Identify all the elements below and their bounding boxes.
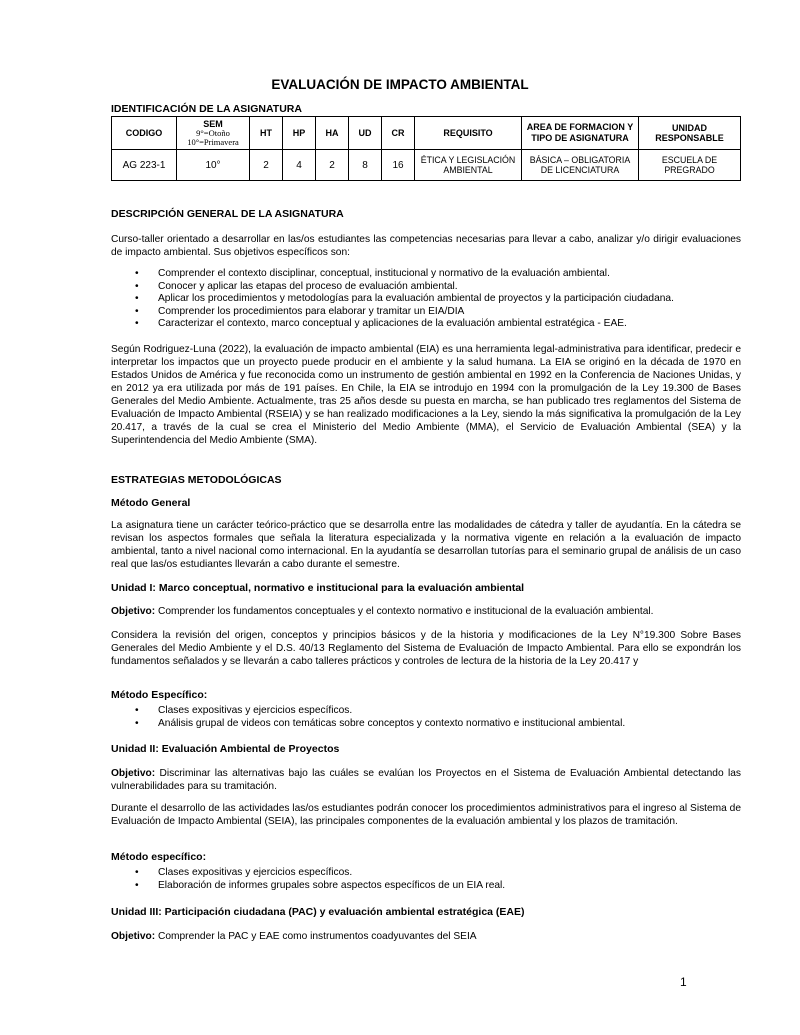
- unidad2-heading: Unidad II: Evaluación Ambiental de Proyectos: [111, 743, 340, 755]
- header-codigo: CODIGO: [112, 117, 177, 150]
- unidad2-metodo-heading: Método específico:: [111, 851, 207, 863]
- header-sem-sub1: 9°=Otoño: [196, 128, 230, 138]
- cell-sem: 10°: [177, 150, 250, 181]
- list-item: • Clases expositivas y ejercicios específicos.: [111, 705, 741, 718]
- metodo-general-heading: Método General: [111, 497, 191, 509]
- unidad2-metodo-list: [111, 867, 741, 892]
- list-item: • Comprender el contexto disciplinar, conceptual, institucional y normativo de la evaluación ambiental.: [111, 268, 741, 281]
- unidad2-objetivo-label: Objetivo:: [111, 768, 156, 779]
- list-item: • Comprender los procedimientos para elaborar y tramitar un EIA/DIA: [111, 306, 741, 319]
- unidad1-metodo-heading: Método Específico:: [111, 689, 208, 701]
- unidad3-objetivo-text: Comprender la PAC y EAE como instrumentos coadyuvantes del SEIA: [158, 931, 477, 942]
- unidad1-objetivo-label: Objetivo:: [111, 606, 156, 617]
- cell-requisito: ÉTICA Y LEGISLACIÓN AMBIENTAL: [415, 150, 522, 181]
- cell-codigo: AG 223-1: [112, 150, 177, 181]
- unidad1-objetivo-text: Comprender los fundamentos conceptuales y el contexto normativo e institucional de la evaluación ambiental.: [158, 606, 654, 617]
- list-item: • Aplicar los procedimientos y metodologías para la evaluación ambiental de proyectos y la participación ciudadana.: [111, 293, 741, 306]
- cell-ha: 2: [316, 150, 349, 181]
- unidad2-paragraph: Durante el desarrollo de las actividades las/os estudiantes podrán conocer los procedimientos administrativos para el ingreso al Sistema de Evaluación de Impacto Ambiental (SEIA), las principales componentes de la evaluación ambiental y los plazos de tramitación.: [111, 803, 741, 827]
- unidad2-objetivo: [111, 767, 741, 793]
- descripcion-intro: Curso-taller orientado a desarrollar en las/os estudiantes las competencias necesarias para llevar a cabo, analizar y/o dirigir evaluaciones de impacto ambiental. Sus objetivos específicos son:: [111, 234, 741, 258]
- table-header-row: [112, 117, 741, 150]
- header-ud: UD: [349, 117, 382, 150]
- metodo-general-text: La asignatura tiene un carácter teórico-práctico que se desarrolla entre las modalidades de cátedra y taller de ayudantía. En la cátedra se revisan los aspectos formales que señala la literatura especializada y la normativa vigente en relación a la evaluación de impacto ambiental, tanto a nivel nacional como internacional. En la ayudantía se desarrollan tutorías para el seminario grupal de análisis de un caso real que las/os estudiantes llevarán a cabo durante el semestre.: [111, 520, 741, 570]
- identification-table: [111, 116, 741, 181]
- list-item: • Clases expositivas y ejercicios específicos.: [111, 867, 741, 880]
- unidad1-objetivo: [111, 605, 741, 618]
- header-ha: HA: [316, 117, 349, 150]
- unidad1-metodo-list: [111, 705, 741, 730]
- cell-area: BÁSICA – OBLIGATORIA DE LICENCIATURA: [522, 150, 639, 181]
- header-area: AREA DE FORMACION Y TIPO DE ASIGNATURA: [522, 117, 639, 150]
- header-hp: HP: [283, 117, 316, 150]
- cell-unidad: ESCUELA DE PREGRADO: [639, 150, 741, 181]
- cell-ud: 8: [349, 150, 382, 181]
- unidad1-paragraph: Considera la revisión del origen, conceptos y principios básicos y de la historia y modificaciones de la Ley N°19.300 Sobre Bases Generales del Medio Ambiente y el D.S. 40/13 Reglamento del Sistema de Evaluación de Impacto Ambiental. Para ello se expondrán los fundamentos señalados y se llevarán a cabo talleres prácticos y controles de lectura de la historia de la Ley 20.417 y: [111, 630, 741, 667]
- document-title: EVALUACIÓN DE IMPACTO AMBIENTAL: [271, 77, 529, 92]
- table-row: [112, 150, 741, 181]
- descripcion-heading: DESCRIPCIÓN GENERAL DE LA ASIGNATURA: [111, 208, 344, 220]
- header-requisito: REQUISITO: [415, 117, 522, 150]
- header-ht: HT: [250, 117, 283, 150]
- list-item: • Elaboración de informes grupales sobre aspectos específicos de un EIA real.: [111, 880, 741, 893]
- header-sem-sub2: 10°=Primavera: [187, 137, 239, 147]
- cell-cr: 16: [382, 150, 415, 181]
- unidad3-objetivo-label: Objetivo:: [111, 931, 156, 942]
- unidad3-heading: Unidad III: Participación ciudadana (PAC) y evaluación ambiental estratégica (EAE): [111, 906, 525, 918]
- descripcion-paragraph: Según Rodriguez-Luna (2022), la evaluación de impacto ambiental (EIA) es una herramienta legal-administrativa para identificar, predecir e interpretar los impactos que un proyecto puede producir en el ambiente y la salud humana. La EIA se originó en la década de 1970 en Estados Unidos de América y fue reconocida como un instrumento de gestión ambiental en 1992 en la Conferencia de Naciones Unidas, y en 2012 ya era utilizada por más de 191 países. En Chile, la EIA se introdujo en 1994 con la promulgación de la Ley 19.300 de Bases Generales del Medio Ambiente. Actualmente, tras 25 años desde su puesta en marcha, se han publicado tres reglamentos del Sistema de Evaluación de Impacto Ambiental (RSEIA) y se han realizado modificaciones a la Ley, siendo la más significativa la promulgación de la Ley 20.417, a través de la cual se crea el Ministerio del Medio Ambiente (MMA), el Servicio de Evaluación Ambiental (SEA) y la Superintendencia del Medio Ambiente (SMA).: [111, 344, 741, 446]
- header-cr: CR: [382, 117, 415, 150]
- unidad3-objetivo: [111, 930, 741, 943]
- page-number: 1: [680, 975, 687, 989]
- estrategias-heading: ESTRATEGIAS METODOLÓGICAS: [111, 474, 282, 486]
- unidad1-heading: Unidad I: Marco conceptual, normativo e institucional para la evaluación ambiental: [111, 582, 525, 594]
- unidad2-objetivo-text: Discriminar las alternativas bajo las cuáles se evalúan los Proyectos en el Sistema de Evaluación Ambiental detectando las vulnerabilidades para su tramitación.: [111, 768, 741, 792]
- list-item: • Análisis grupal de videos con temáticas sobre conceptos y contexto normativo e institucional ambiental.: [111, 718, 741, 731]
- header-sem: [177, 117, 250, 150]
- cell-ht: 2: [250, 150, 283, 181]
- cell-hp: 4: [283, 150, 316, 181]
- header-unidad: UNIDAD RESPONSABLE: [639, 117, 741, 150]
- objetivos-list: [111, 268, 741, 331]
- identificacion-heading: IDENTIFICACIÓN DE LA ASIGNATURA: [111, 103, 302, 115]
- list-item: • Caracterizar el contexto, marco conceptual y aplicaciones de la evaluación ambiental estratégica - EAE.: [111, 318, 741, 331]
- header-sem-label: SEM: [203, 119, 223, 129]
- list-item: • Conocer y aplicar las etapas del proceso de evaluación ambiental.: [111, 281, 741, 294]
